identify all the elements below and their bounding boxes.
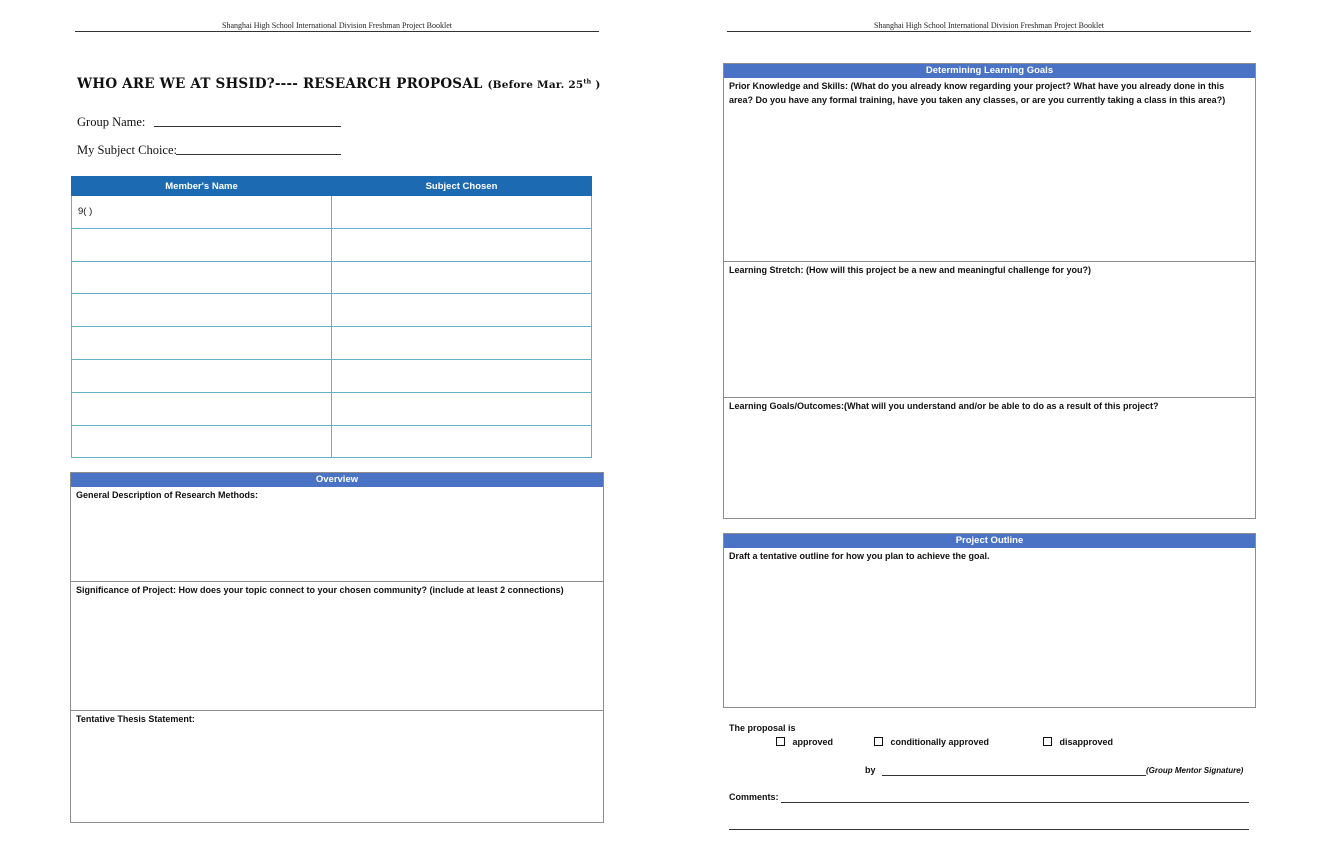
conditionally-approved-checkbox[interactable]	[874, 737, 883, 746]
subject-chosen-cell[interactable]	[332, 196, 592, 229]
prior-knowledge-prompt: Prior Knowledge and Skills: (What do you already know regarding your project? What have you already done in this area? Do you have any formal training, have you taken any classes, or are you currently taking a class in this area?)	[729, 81, 1226, 105]
subject-chosen-cell[interactable]	[332, 327, 592, 360]
learning-outcomes-prompt: Learning Goals/Outcomes:(What will you understand and/or be able to do as a result of this project?	[729, 401, 1159, 411]
learning-stretch-prompt: Learning Stretch: (How will this project be a new and meaningful challenge for you?)	[729, 265, 1092, 275]
table-row	[72, 294, 592, 327]
learning-outcomes-section[interactable]	[724, 397, 1255, 518]
overview-box	[70, 472, 604, 823]
subject-chosen-cell[interactable]	[332, 392, 592, 425]
table-row	[72, 392, 592, 425]
member-name-cell[interactable]	[72, 327, 332, 360]
member-name-cell[interactable]	[72, 425, 332, 458]
thesis-section[interactable]	[71, 710, 603, 822]
learning-stretch-section[interactable]	[724, 261, 1255, 397]
project-outline-box	[723, 533, 1256, 708]
member-name-cell[interactable]	[72, 392, 332, 425]
member-name-cell[interactable]: 9( )	[72, 196, 332, 229]
table-row	[72, 228, 592, 261]
table-row	[72, 327, 592, 360]
overview-header: Overview	[71, 473, 603, 487]
comments-line-2[interactable]	[729, 829, 1249, 830]
right-running-header: Shanghai High School International Division Freshman Project Booklet	[727, 21, 1251, 32]
outline-section[interactable]	[724, 548, 1255, 706]
subject-chosen-cell[interactable]	[332, 359, 592, 392]
subject-chosen-cell[interactable]	[332, 294, 592, 327]
conditionally-approved-label: conditionally approved	[890, 737, 990, 747]
conditionally-approved-option[interactable]	[874, 737, 989, 747]
title-main: WHO ARE WE AT SHSID?---- RESEARCH PROPOSAL	[77, 76, 483, 92]
learning-goals-header: Determining Learning Goals	[724, 64, 1255, 78]
research-methods-prompt: General Description of Research Methods:	[76, 490, 259, 500]
mentor-signature-note: (Group Mentor Signature)	[1146, 766, 1244, 775]
left-running-header: Shanghai High School International Division Freshman Project Booklet	[75, 21, 599, 32]
disapproved-checkbox[interactable]	[1043, 737, 1052, 746]
research-methods-section[interactable]	[71, 487, 603, 581]
members-table	[71, 176, 592, 458]
by-label: by	[865, 765, 876, 775]
title-deadline: (Before Mar. 25th )	[487, 77, 601, 91]
thesis-prompt: Tentative Thesis Statement:	[76, 714, 195, 724]
page-title	[77, 76, 601, 92]
significance-prompt: Significance of Project: How does your topic connect to your chosen community? (include at least 2 connections)	[76, 585, 564, 595]
group-name-label: Group Name:	[77, 115, 146, 129]
subject-chosen-cell[interactable]	[332, 261, 592, 294]
subject-chosen-header: Subject Chosen	[332, 177, 592, 196]
learning-goals-box	[723, 63, 1256, 519]
comments-line-1[interactable]	[781, 802, 1249, 803]
significance-section[interactable]	[71, 581, 603, 710]
subject-choice-label: My Subject Choice:	[77, 143, 177, 157]
member-name-cell[interactable]	[72, 359, 332, 392]
member-name-header: Member's Name	[72, 177, 332, 196]
project-outline-header: Project Outline	[724, 534, 1255, 548]
outline-prompt: Draft a tentative outline for how you plan to achieve the goal.	[729, 551, 990, 561]
disapproved-label: disapproved	[1059, 737, 1114, 747]
approved-label: approved	[792, 737, 834, 747]
member-name-cell[interactable]	[72, 261, 332, 294]
table-row	[72, 359, 592, 392]
proposal-status-label: The proposal is	[729, 723, 796, 733]
group-name-field[interactable]	[154, 126, 341, 127]
comments-label: Comments:	[729, 792, 779, 802]
member-name-cell[interactable]	[72, 228, 332, 261]
table-row	[72, 261, 592, 294]
table-row	[72, 425, 592, 458]
disapproved-option[interactable]	[1043, 737, 1113, 747]
approved-checkbox[interactable]	[776, 737, 785, 746]
mentor-signature-line[interactable]	[882, 775, 1146, 776]
subject-choice-field[interactable]	[176, 154, 341, 155]
table-row	[72, 196, 592, 229]
subject-chosen-cell[interactable]	[332, 228, 592, 261]
approved-option[interactable]	[776, 737, 833, 747]
subject-chosen-cell[interactable]	[332, 425, 592, 458]
member-name-cell[interactable]	[72, 294, 332, 327]
members-table-header	[72, 177, 592, 196]
prior-knowledge-section[interactable]	[724, 78, 1255, 261]
